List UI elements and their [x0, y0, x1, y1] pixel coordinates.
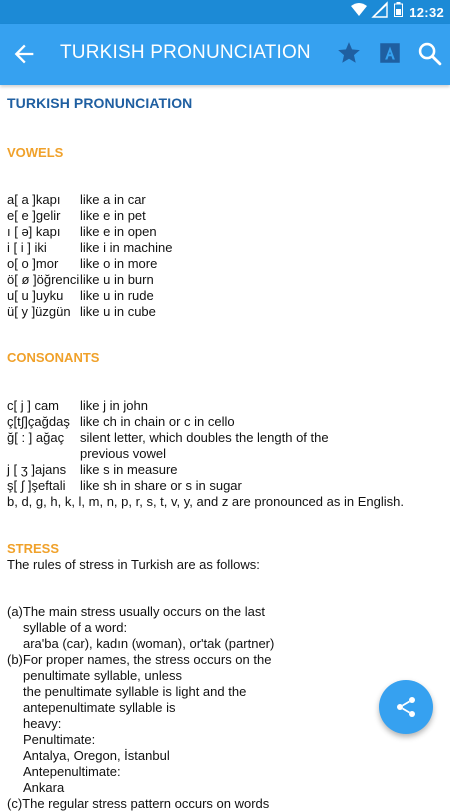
stress-line: penultimate syllable, unless [23, 668, 182, 683]
app-bar [0, 24, 450, 85]
consonant-row: previous vowel [80, 446, 166, 461]
status-time: 12:32 [409, 4, 444, 20]
vowel-row: ö[ ø ]öğrenci like u in burn [7, 272, 154, 287]
stress-line: (b)For proper names, the stress occurs on the [7, 652, 272, 667]
vowel-row: a[ a ]kapı like a in car [7, 192, 146, 207]
stress-line: (c)The regular stress pattern occurs on words [7, 796, 270, 811]
consonant-row: ş[ ∫ ]şeftali like sh in share or s in sugar [7, 478, 242, 493]
star-icon [336, 40, 362, 66]
page-title: TURKISH PRONUNCIATION [7, 95, 193, 111]
arrow-left-icon [10, 40, 38, 68]
vowel-row: ü[ y ]üzgün like u in cube [7, 304, 156, 319]
stress-line: Antepenultimate: [23, 764, 121, 779]
stress-intro: The rules of stress in Turkish are as follows: [7, 557, 260, 572]
stress-line: Ankara [23, 780, 65, 795]
status-icons [351, 3, 444, 21]
share-icon [394, 695, 418, 719]
vowel-row: i [ i ] iki like i in machine [7, 240, 173, 255]
status-bar [0, 0, 450, 24]
search-icon [416, 40, 444, 68]
vowel-row: o[ o ]mor like o in more [7, 256, 158, 271]
vowel-row: e[ e ]gelir like e in pet [7, 208, 146, 223]
stress-line: heavy: [23, 716, 62, 731]
favorite-button[interactable] [336, 40, 364, 68]
stress-line: Antalya, Oregon, İstanbul [23, 748, 170, 763]
stress-line: ara'ba (car), kadın (woman), or'tak (partner) [23, 636, 275, 651]
consonant-row: c[ j ] cam like j in john [7, 398, 148, 413]
stress-line: Penultimate: [23, 732, 96, 747]
share-button[interactable] [379, 680, 433, 734]
stress-line: the penultimate syllable is light and the [23, 684, 247, 699]
consonants-heading: CONSONANTS [7, 350, 100, 365]
vowels-heading: VOWELS [7, 145, 64, 160]
font-icon [377, 40, 403, 66]
stress-heading: STRESS [7, 541, 60, 556]
stress-line: (a)The main stress usually occurs on the last [7, 604, 265, 619]
consonant-row: ğ[ : ] ağaç silent letter, which doubles the length of the [7, 430, 329, 445]
vowel-row: u[ u ]uyku like u in rude [7, 288, 154, 303]
battery-icon [394, 2, 403, 22]
toolbar-title: TURKISH PRONUNCIATION [60, 42, 311, 63]
stress-line: syllable of a word: [23, 620, 128, 635]
back-button[interactable] [10, 40, 38, 68]
signal-icon [373, 3, 388, 22]
consonants-note: b, d, g, h, k, l, m, n, p, r, s, t, v, y, and z are pronounced as in English. [7, 494, 404, 509]
vowel-row: ı [ ə] kapı like e in open [7, 224, 157, 239]
search-button[interactable] [416, 40, 444, 68]
font-size-button[interactable] [377, 40, 405, 68]
consonant-row: ç[t∫]çağdaş like ch in chain or c in cello [7, 414, 235, 429]
consonant-row: j [ ʒ ]ajans like s in measure [7, 462, 178, 477]
stress-line: antepenultimate syllable is [23, 700, 176, 715]
wifi-icon [351, 3, 367, 22]
